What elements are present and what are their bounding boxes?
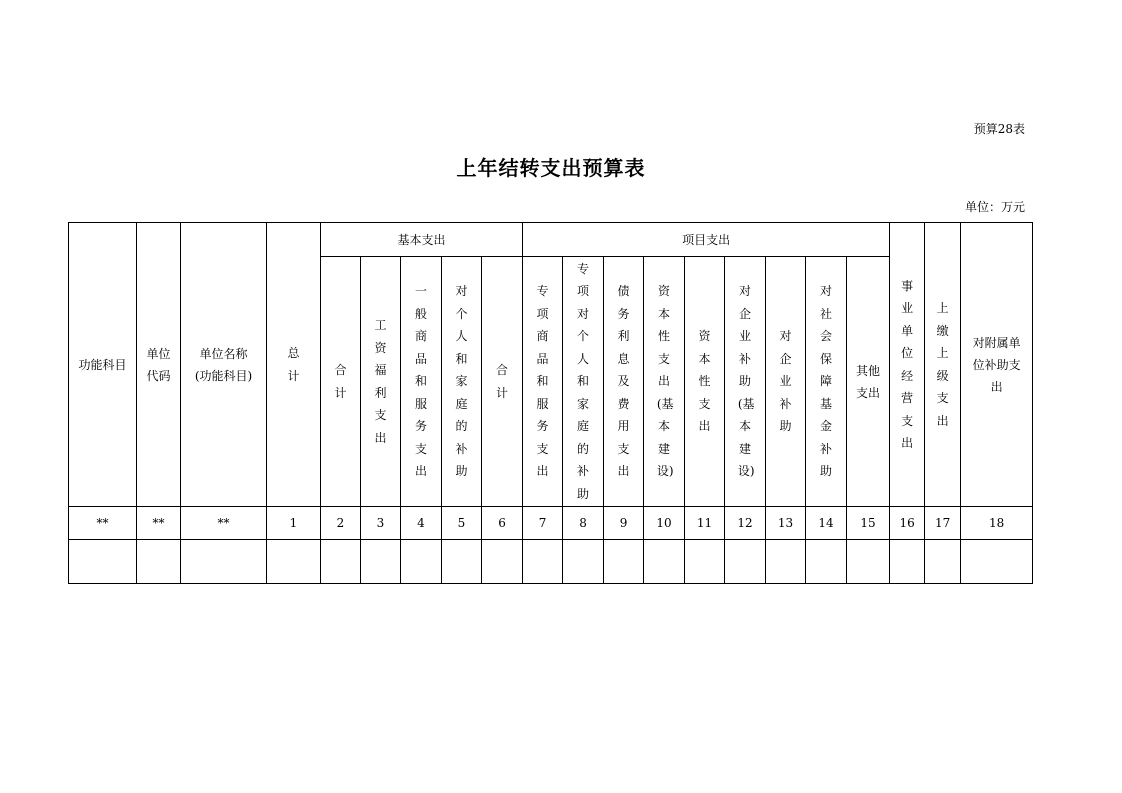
data-row-empty: [69, 540, 1033, 584]
index-cell: 17: [925, 507, 961, 540]
empty-cell: [69, 540, 137, 584]
header-project-group: 项目支出: [523, 223, 890, 257]
header-business-expense: 事业单位经营支出: [890, 223, 925, 507]
index-cell: 12: [725, 507, 766, 540]
header-func-subject: 功能科目: [69, 223, 137, 507]
empty-cell: [890, 540, 925, 584]
header-capital: 资本性支出: [685, 257, 725, 507]
header-project-sum: 合计: [482, 257, 523, 507]
empty-cell: [847, 540, 890, 584]
budget-table: [68, 222, 1033, 584]
empty-cell: [563, 540, 604, 584]
empty-cell: [604, 540, 644, 584]
header-special-goods: 专项商品和服务支出: [523, 257, 563, 507]
header-total: 总计: [267, 223, 321, 507]
index-cell: 9: [604, 507, 644, 540]
index-row: [69, 507, 1033, 540]
header-wages: 工资福利支出: [361, 257, 401, 507]
index-cell: 6: [482, 507, 523, 540]
unit-label: 单位：万元: [964, 200, 1025, 214]
header-row-1: [69, 223, 1033, 257]
index-cell: 18: [961, 507, 1033, 540]
header-special-subsidy: 专项对个人和家庭的补助: [563, 257, 604, 507]
header-basic-sum: 合计: [321, 257, 361, 507]
header-debt-interest: 债务利息及费用支出: [604, 257, 644, 507]
header-goods-services: 一般商品和服务支出: [401, 257, 442, 507]
index-cell: 5: [442, 507, 482, 540]
index-cell: 4: [401, 507, 442, 540]
index-cell: **: [69, 507, 137, 540]
empty-cell: [321, 540, 361, 584]
empty-cell: [766, 540, 806, 584]
index-cell: 2: [321, 507, 361, 540]
empty-cell: [267, 540, 321, 584]
header-basic-group: 基本支出: [321, 223, 523, 257]
empty-cell: [644, 540, 685, 584]
index-cell: 16: [890, 507, 925, 540]
header-affiliated-subsidy: 对附属单位补助支出: [961, 223, 1033, 507]
index-cell: 11: [685, 507, 725, 540]
index-cell: 10: [644, 507, 685, 540]
header-enterprise-basic: 对企业补助(基本建设): [725, 257, 766, 507]
empty-cell: [685, 540, 725, 584]
index-cell: **: [181, 507, 267, 540]
header-other: 其他支出: [847, 257, 890, 507]
header-unit-name: 单位名称 (功能科目): [181, 223, 267, 507]
index-cell: 7: [523, 507, 563, 540]
empty-cell: [523, 540, 563, 584]
page-title: 上年结转支出预算表: [456, 156, 646, 180]
header-enterprise: 对企业补助: [766, 257, 806, 507]
header-social-fund: 对社会保障基金补助: [806, 257, 847, 507]
form-number: 预算28表: [973, 122, 1025, 136]
index-cell: 3: [361, 507, 401, 540]
header-subsidy-individual: 对个人和家庭的补助: [442, 257, 482, 507]
empty-cell: [181, 540, 267, 584]
index-cell: 8: [563, 507, 604, 540]
empty-cell: [725, 540, 766, 584]
header-capital-basic: 资本性支出(基本建设): [644, 257, 685, 507]
empty-cell: [137, 540, 181, 584]
header-unit-code: 单位代码: [137, 223, 181, 507]
empty-cell: [961, 540, 1033, 584]
empty-cell: [401, 540, 442, 584]
header-upper-remit: 上缴上级支出: [925, 223, 961, 507]
index-cell: 1: [267, 507, 321, 540]
empty-cell: [442, 540, 482, 584]
index-cell: 14: [806, 507, 847, 540]
empty-cell: [806, 540, 847, 584]
index-cell: 15: [847, 507, 890, 540]
index-cell: 13: [766, 507, 806, 540]
empty-cell: [482, 540, 523, 584]
empty-cell: [361, 540, 401, 584]
empty-cell: [925, 540, 961, 584]
index-cell: **: [137, 507, 181, 540]
